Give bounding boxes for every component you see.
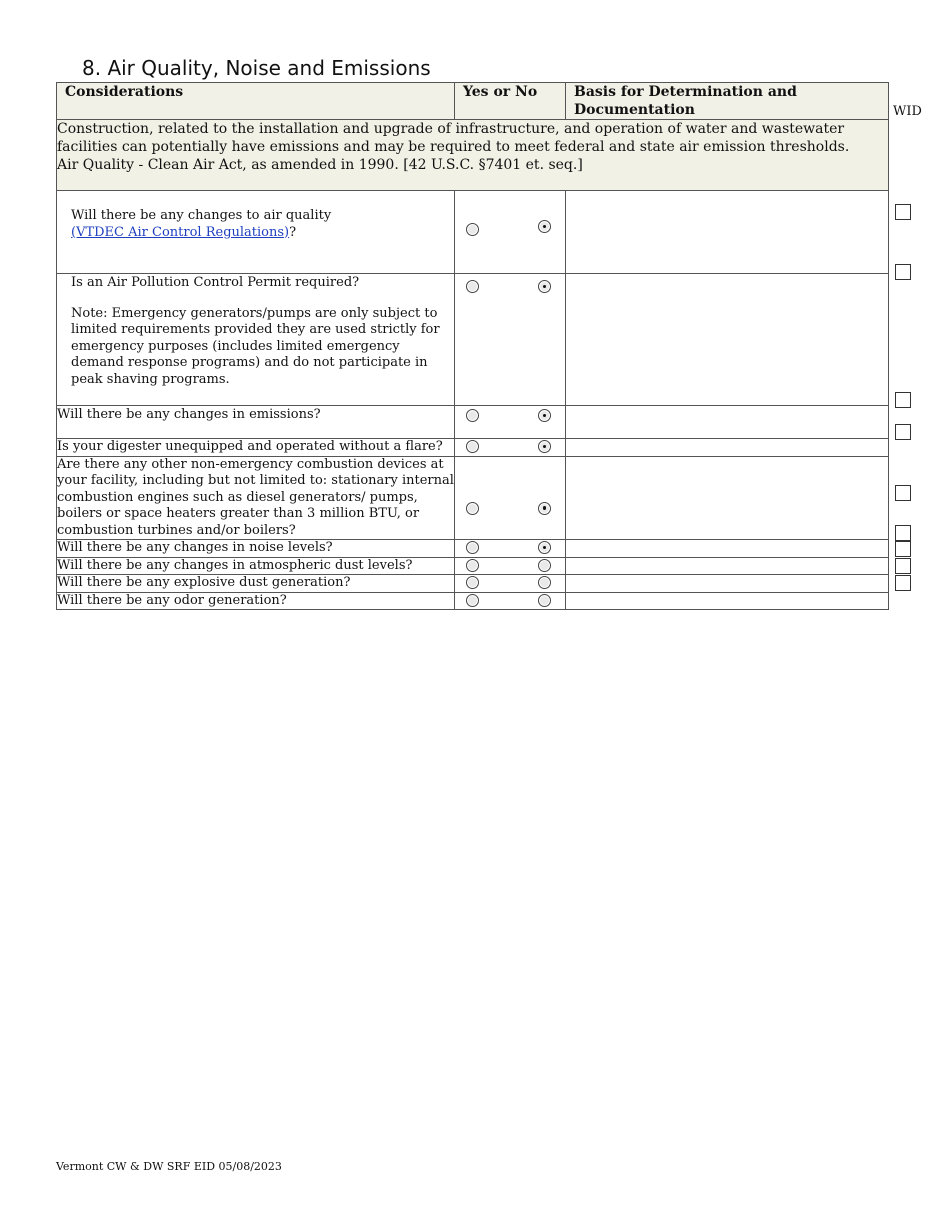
question-suffix: ? — [289, 224, 297, 240]
question-cell — [57, 274, 455, 406]
yes-no-cell — [455, 592, 566, 610]
table-row — [57, 592, 889, 610]
no-radio[interactable] — [538, 220, 551, 233]
basis-input[interactable] — [566, 540, 889, 558]
basis-input[interactable] — [566, 406, 889, 439]
question-text: Is an Air Pollution Control Permit required? — [71, 275, 360, 290]
header-considerations: Considerations — [57, 83, 455, 120]
wid-checkbox[interactable] — [895, 525, 911, 541]
yes-no-cell — [455, 274, 566, 406]
basis-input[interactable] — [566, 557, 889, 575]
wid-checkbox[interactable] — [895, 204, 911, 220]
air-quality-table — [56, 82, 889, 610]
wid-column-label: WID — [893, 104, 922, 119]
yes-radio[interactable] — [466, 541, 479, 554]
intro-row — [57, 120, 889, 191]
yes-no-cell — [455, 456, 566, 540]
basis-input[interactable] — [566, 274, 889, 406]
no-radio[interactable] — [538, 559, 551, 572]
wid-checkbox[interactable] — [895, 575, 911, 591]
yes-no-cell — [455, 406, 566, 439]
table-row — [57, 456, 889, 540]
no-radio[interactable] — [538, 409, 551, 422]
question-cell: Is your digester unequipped and operated without a flare? — [57, 439, 455, 457]
no-radio[interactable] — [538, 541, 551, 554]
wid-checkbox[interactable] — [895, 264, 911, 280]
intro-citation: Air Quality - Clean Air Act, as amended in 1990. [42 U.S.C. §7401 et. seq.] — [57, 157, 583, 173]
question-text: Will there be any changes to air quality — [71, 208, 332, 223]
wid-checkbox[interactable] — [895, 424, 911, 440]
yes-radio[interactable] — [466, 223, 479, 236]
table-row — [57, 575, 889, 593]
yes-radio[interactable] — [466, 409, 479, 422]
question-note: Note: Emergency generators/pumps are only subject to limited requirements provided they are used strictly for emergency purposes (includes limited emergency demand response programs) and do not participate in peak shaving programs. — [71, 305, 440, 387]
table-row — [57, 540, 889, 558]
yes-no-cell — [455, 540, 566, 558]
question-cell: Will there be any odor generation? — [57, 592, 455, 610]
wid-checkbox[interactable] — [895, 485, 911, 501]
table-row — [57, 406, 889, 439]
yes-radio[interactable] — [466, 576, 479, 589]
table-header-row — [57, 83, 889, 120]
yes-radio[interactable] — [466, 280, 479, 293]
yes-no-cell — [455, 575, 566, 593]
footer-text: Vermont CW & DW SRF EID 05/08/2023 — [56, 1160, 282, 1173]
intro-text: Construction, related to the installation and upgrade of infrastructure, and operation of water and wastewater facilities can potentially have emissions and may be required to meet federal and state air emission thresholds. — [57, 121, 850, 155]
basis-input[interactable] — [566, 456, 889, 540]
yes-radio[interactable] — [466, 559, 479, 572]
basis-input[interactable] — [566, 575, 889, 593]
wid-checkbox[interactable] — [895, 558, 911, 574]
question-cell: Will there be any changes in atmospheric dust levels? — [57, 557, 455, 575]
header-yes-or-no: Yes or No — [455, 83, 566, 120]
question-cell: Will there be any changes in emissions? — [57, 406, 455, 439]
question-cell: Will there be any changes in noise levels? — [57, 540, 455, 558]
intro-cell — [57, 120, 889, 191]
no-radio[interactable] — [538, 280, 551, 293]
no-radio[interactable] — [538, 440, 551, 453]
question-cell: Will there be any explosive dust generation? — [57, 575, 455, 593]
wid-checkbox[interactable] — [895, 392, 911, 408]
no-radio[interactable] — [538, 576, 551, 589]
question-cell: Are there any other non-emergency combustion devices at your facility, including but not limited to: stationary internal combustion engines such as diesel generators/ pumps, boilers or space heaters greater than 3 million BTU, or combustion turbines and/or boilers? — [57, 456, 454, 538]
yes-no-cell — [455, 557, 566, 575]
basis-input[interactable] — [566, 191, 889, 274]
yes-radio[interactable] — [466, 440, 479, 453]
table-row — [57, 557, 889, 575]
basis-input[interactable] — [566, 439, 889, 457]
table-row — [57, 439, 889, 457]
vtdec-air-control-regulations-link[interactable]: (VTDEC Air Control Regulations) — [71, 224, 290, 240]
yes-no-cell — [455, 439, 566, 457]
table-row — [57, 274, 889, 406]
question-cell — [57, 191, 455, 274]
basis-input[interactable] — [566, 592, 889, 610]
table-row — [57, 191, 889, 274]
no-radio[interactable] — [538, 502, 551, 515]
section-title: 8. Air Quality, Noise and Emissions — [82, 56, 431, 80]
no-radio[interactable] — [538, 594, 551, 607]
yes-radio[interactable] — [466, 502, 479, 515]
yes-no-cell — [455, 191, 566, 274]
wid-checkbox[interactable] — [895, 541, 911, 557]
yes-radio[interactable] — [466, 594, 479, 607]
header-basis: Basis for Determination and Documentation — [566, 83, 889, 120]
